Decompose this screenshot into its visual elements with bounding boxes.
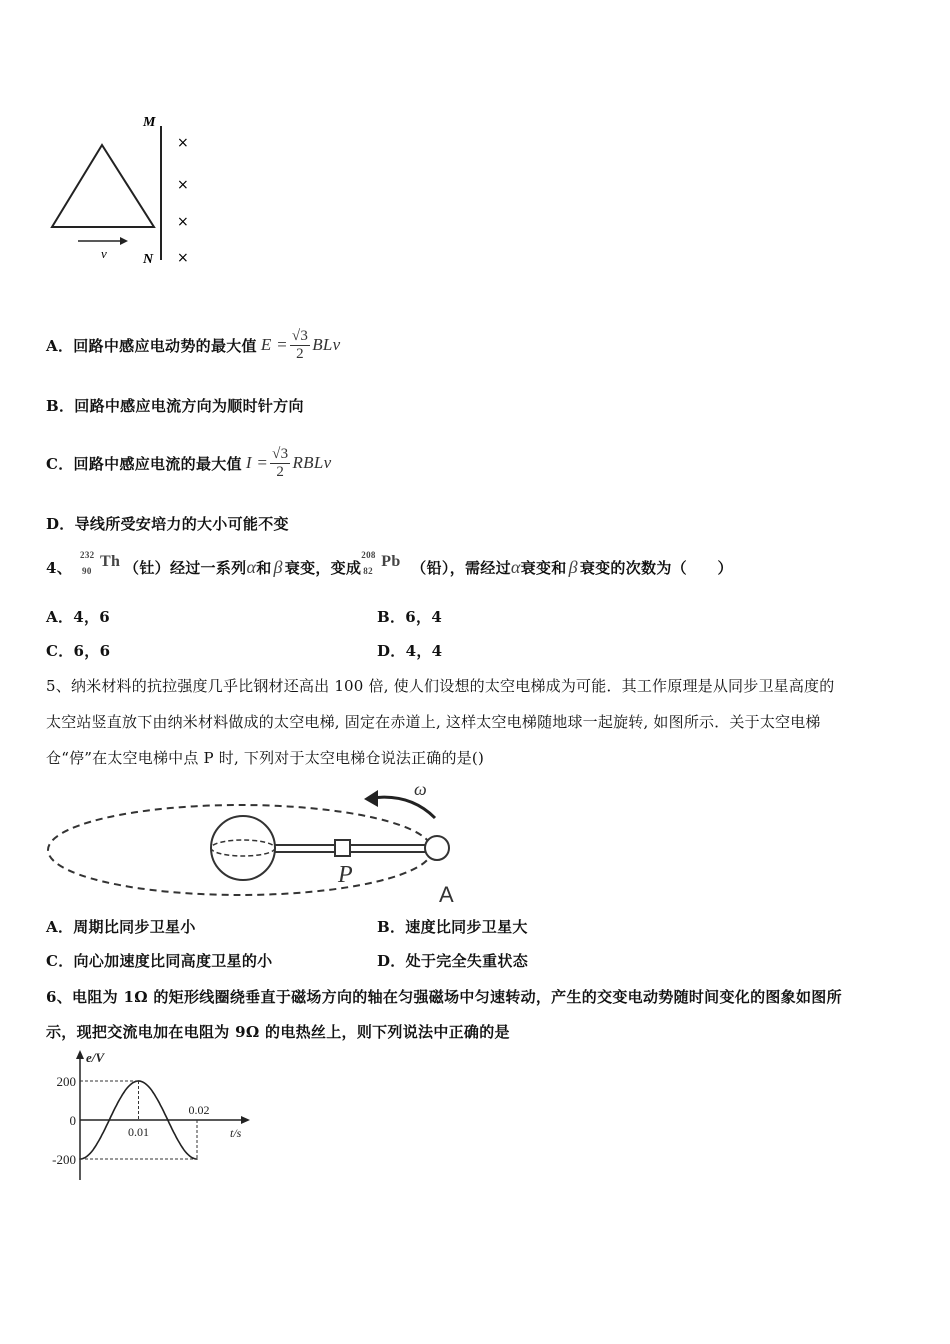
label-m: M bbox=[143, 115, 156, 130]
q4-option-b[interactable]: B．6，4 bbox=[377, 608, 443, 626]
x-tick-label: 0.01 bbox=[128, 1125, 149, 1139]
label-a: A bbox=[439, 882, 454, 907]
data-point bbox=[108, 1119, 110, 1121]
q5-option-b[interactable]: B．速度比同步卫星大 bbox=[377, 918, 528, 936]
space-elevator-figure bbox=[40, 778, 470, 908]
q4-option-a[interactable]: A．4，6 bbox=[46, 608, 111, 626]
data-point bbox=[123, 1092, 125, 1094]
q5-option-c[interactable]: C．向心加速度比同高度卫星的小 bbox=[46, 952, 273, 970]
lead-nuclide: 208 82 Pb bbox=[361, 550, 401, 576]
field-mark: × bbox=[177, 135, 189, 151]
y-axis-arrow bbox=[76, 1050, 84, 1059]
q3-option-d[interactable]: D．导线所受安培力的大小可能不变 bbox=[46, 515, 289, 533]
data-point bbox=[94, 1147, 96, 1149]
q3-option-c[interactable]: C．回路中感应电流的最大值 I = $\frac{√3}{2}$ RBLv bbox=[46, 445, 332, 480]
q5-stem-line3: 仓“停”在太空电梯中点 P 时, 下列对于太空电梯仓说法正确的是() bbox=[46, 749, 485, 767]
x-tick-label: 0.02 bbox=[188, 1103, 210, 1117]
rotation-arrow bbox=[372, 797, 435, 818]
q3-option-b[interactable]: B．回路中感应电流方向为顺时针方向 bbox=[46, 397, 304, 415]
label-omega: ω bbox=[414, 779, 427, 799]
triangle-loop bbox=[52, 145, 154, 227]
q4-option-d[interactable]: D．4，4 bbox=[377, 642, 443, 660]
emf-time-chart bbox=[40, 1048, 270, 1188]
y-tick-label: 0 bbox=[69, 1113, 76, 1128]
q4-option-c[interactable]: C．6，6 bbox=[46, 642, 111, 660]
label-p: P bbox=[338, 862, 353, 888]
thorium-nuclide: 232 90 Th bbox=[80, 550, 121, 576]
field-mark: × bbox=[177, 177, 189, 193]
station-a bbox=[425, 836, 449, 860]
y-tick-label: -200 bbox=[52, 1152, 76, 1167]
data-point bbox=[167, 1119, 169, 1121]
q3-option-a[interactable]: A．回路中感应电动势的最大值 E = $\frac{√3}{2}$ BLv bbox=[46, 327, 341, 362]
earth-circle bbox=[211, 816, 275, 880]
velocity-arrowhead bbox=[120, 237, 128, 245]
q5-option-d[interactable]: D．处于完全失重状态 bbox=[377, 952, 529, 970]
rotation-arrowhead bbox=[364, 790, 378, 807]
triangle-field-figure bbox=[40, 100, 200, 275]
x-axis-label: t/s bbox=[230, 1126, 242, 1140]
field-mark: × bbox=[177, 250, 189, 266]
x-axis-arrow bbox=[241, 1116, 250, 1124]
elevator-car-p bbox=[335, 840, 350, 856]
y-tick-label: 200 bbox=[56, 1074, 76, 1089]
label-v: v bbox=[101, 246, 107, 261]
q4-stem: 4、 232 90 Th （钍）经过一系列 α 和 β 衰变，变成 208 82 Pb （铅），需经过 α 衰变和 β 衰变的次数为（ ） bbox=[46, 548, 733, 586]
q6-stem-line1: 6、电阻为 1Ω 的矩形线圈绕垂直于磁场方向的轴在匀强磁场中匀速转动，产生的交变电动势随时间变化的图象如图所 bbox=[46, 988, 842, 1006]
q6-stem-line2: 示，现把交流电加在电阻为 9Ω 的电热丝上，则下列说法中正确的是 bbox=[46, 1023, 510, 1041]
data-point bbox=[182, 1147, 184, 1149]
y-axis-label: e/V bbox=[86, 1050, 105, 1065]
data-point bbox=[152, 1092, 154, 1094]
q5-stem-line2: 太空站竖直放下由纳米材料做成的太空电梯, 固定在赤道上, 这样太空电梯随地球一起旋转, 如图所示．关于太空电梯 bbox=[46, 713, 821, 731]
q5-stem-line1: 5、纳米材料的抗拉强度几乎比钢材还高出 100 倍, 使人们设想的太空电梯成为可能．其工作原理是从同步卫星高度的 bbox=[46, 677, 835, 695]
field-mark: × bbox=[177, 214, 189, 230]
q5-option-a[interactable]: A．周期比同步卫星小 bbox=[46, 918, 196, 936]
label-n: N bbox=[143, 252, 154, 267]
